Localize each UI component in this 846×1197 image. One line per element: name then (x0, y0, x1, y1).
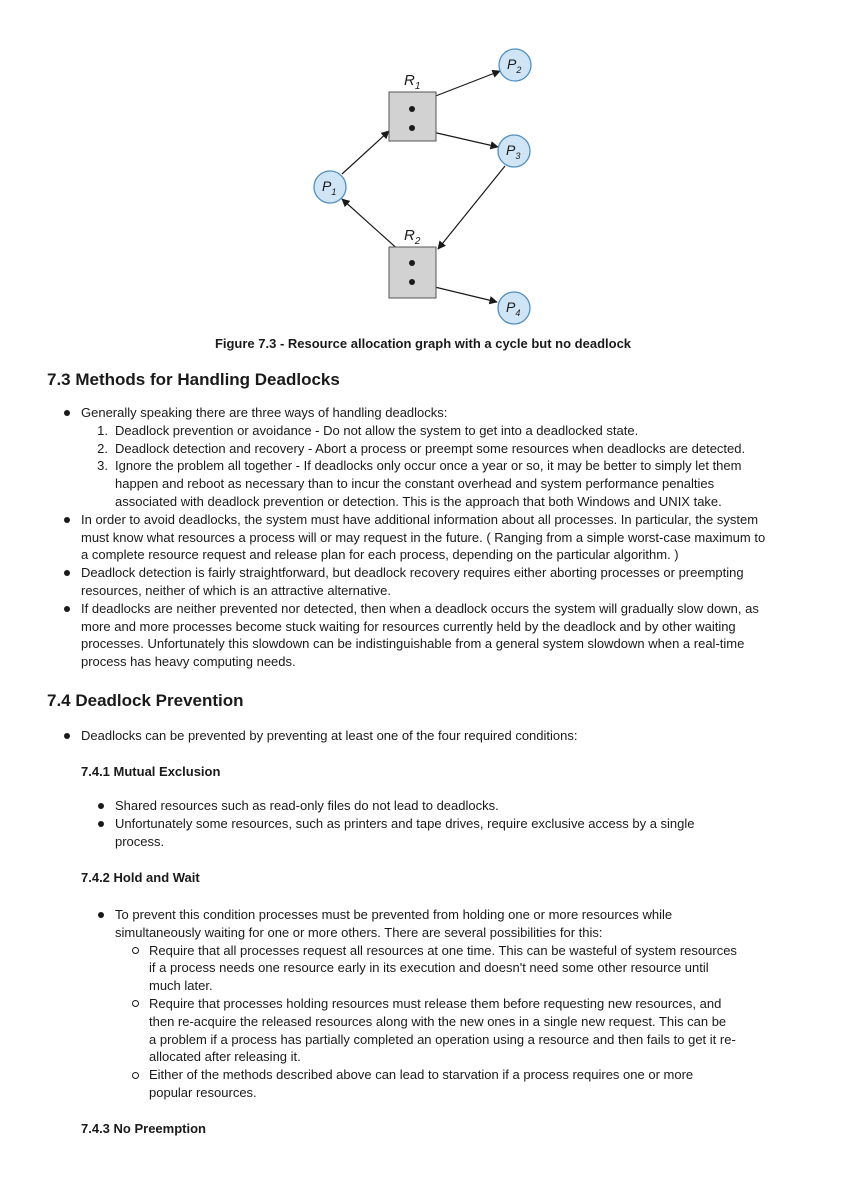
list-item-text: Deadlock detection is fairly straightforward, but deadlock recovery requires either aborting processes or preempting (81, 565, 744, 581)
numbered-item (64, 422, 804, 440)
label-p3: $P_3$ (506, 142, 521, 161)
list-item-text: If deadlocks are neither prevented nor detected, then when a deadlock occurs the system will gradually slow down, as (81, 600, 759, 616)
list-item-text: Require that all processes request all resources at one time. This can be wasteful of system resources (149, 942, 737, 958)
resource-instance-dot (409, 125, 415, 131)
list-item-text: a complete resource request and release plan for each process, depending on the particular algorithm. ) (81, 547, 679, 563)
subsection-7-4-1-list (98, 797, 778, 850)
bullet (64, 606, 70, 612)
subsection-7-4-2-list (98, 906, 778, 1102)
list-item-text: much later. (149, 978, 213, 994)
subsection-heading-7-4-3: 7.4.3 No Preemption (81, 1121, 206, 1136)
list-item-text: resources, neither of which is an attractive alternative. (81, 582, 391, 598)
bullet (98, 912, 104, 918)
nested-list-item (132, 995, 778, 1066)
edge-p1-r1 (342, 131, 389, 174)
list-item-text: if a process needs one resource early in its execution and doesn't need some other resource until (149, 960, 709, 976)
label-r2: $R_2$ (404, 227, 421, 247)
circle-bullet (132, 947, 139, 954)
list-item-text: process has heavy computing needs. (81, 654, 296, 670)
resource-allocation-graph (300, 40, 550, 330)
list-item (64, 600, 804, 671)
list-item-text: more and more processes become stuck waiting for resources currently held by the deadlock and by other waiting (81, 618, 736, 634)
list-item (64, 727, 804, 745)
resource-instance-dot (409, 106, 415, 112)
bullet (98, 803, 104, 809)
list-item-text: then re-acquire the released resources along with the new ones in a single new request. This can be (149, 1013, 727, 1029)
label-p2: $P_2$ (507, 56, 522, 75)
numbered-item-text: happen and reboot as necessary than to incur the constant overhead and system performance penalties (115, 476, 715, 492)
resource-instance-dot (409, 260, 415, 266)
label-p1: $P_1$ (322, 178, 337, 197)
list-item-text: Either of the methods described above can lead to starvation if a process requires one or more (149, 1067, 694, 1083)
list-item-text: must know what resources a process will or may request in the future. ( Ranging from a simple worst-case maximum to (81, 529, 766, 545)
bullet (98, 821, 104, 827)
circle-bullet (132, 1072, 139, 1079)
subsection-heading-7-4-2: 7.4.2 Hold and Wait (81, 870, 200, 885)
numbered-item (64, 440, 804, 458)
nested-list (98, 942, 778, 1102)
list-item-text: a problem if a process has partially completed an operation using a resource and then fails to get it re- (149, 1031, 736, 1047)
list-item-text: processes. Unfortunately this slowdown can be indistinguishable from a general system slowdown when a real-time (81, 636, 745, 652)
list-item-text: To prevent this condition processes must be prevented from holding one or more resources while (115, 907, 673, 922)
label-p4: $P_4$ (506, 299, 521, 318)
label-r1: $R_1$ (404, 72, 421, 92)
list-item-text: popular resources. (149, 1084, 257, 1100)
numbered-item-text: Deadlock detection and recovery - Abort a process or preempt some resources when deadlocks are detected. (115, 440, 746, 456)
list-item (64, 564, 804, 600)
list-item-text: Generally speaking there are three ways of handling deadlocks: (81, 405, 448, 420)
bullet (64, 570, 70, 576)
figure-caption: Figure 7.3 - Resource allocation graph with a cycle but no deadlock (214, 336, 632, 351)
numbered-item-text: Deadlock prevention or avoidance - Do not allow the system to get into a deadlocked state. (115, 422, 639, 438)
list-item-text: Deadlocks can be prevented by preventing at least one of the four required conditions: (81, 728, 578, 743)
item-number: 1. (97, 422, 108, 438)
section-7-4-list (64, 727, 804, 745)
resource-r2 (389, 247, 436, 298)
list-item (98, 815, 778, 851)
nested-list-item (132, 942, 778, 995)
subsection-heading-7-4-1: 7.4.1 Mutual Exclusion (81, 764, 221, 779)
section-heading-7-4: 7.4 Deadlock Prevention (47, 691, 244, 710)
list-item-text: process. (115, 833, 165, 849)
list-item-text: In order to avoid deadlocks, the system must have additional information about all processes. In particular, the system (81, 511, 759, 527)
circle-bullet (132, 1000, 139, 1007)
list-item (64, 511, 804, 564)
item-number: 2. (97, 440, 108, 456)
resource-instance-dot (409, 279, 415, 285)
list-item-text: Shared resources such as read-only files do not lead to deadlocks. (115, 798, 499, 813)
list-item-text: Require that processes holding resources must release them before requesting new resources, and (149, 995, 722, 1011)
numbered-item-text: associated with deadlock prevention or detection. This is the approach that both Windows and UNIX take. (115, 493, 722, 509)
resource-r1 (389, 92, 436, 141)
item-number: 3. (97, 458, 108, 474)
bullet (64, 517, 70, 523)
list-item-text: simultaneously waiting for one or more others. There are several possibilities for this: (115, 924, 603, 940)
section-7-3-list (64, 404, 804, 671)
list-item-text: allocated after releasing it. (149, 1049, 301, 1065)
section-heading-7-3: 7.3 Methods for Handling Deadlocks (47, 370, 340, 389)
list-item-text: Unfortunately some resources, such as printers and tape drives, require exclusive access by a single (115, 815, 695, 831)
numbered-item (64, 457, 804, 510)
edge-p3-r2 (438, 166, 505, 249)
list-item (98, 797, 778, 815)
nested-list-item (132, 1066, 778, 1102)
numbered-item-text: Ignore the problem all together - If deadlocks only occur once a year or so, it may be better to simply let them (115, 458, 742, 474)
bullet (64, 733, 70, 739)
bullet (64, 410, 70, 416)
list-item (98, 906, 778, 942)
list-item (64, 404, 804, 422)
